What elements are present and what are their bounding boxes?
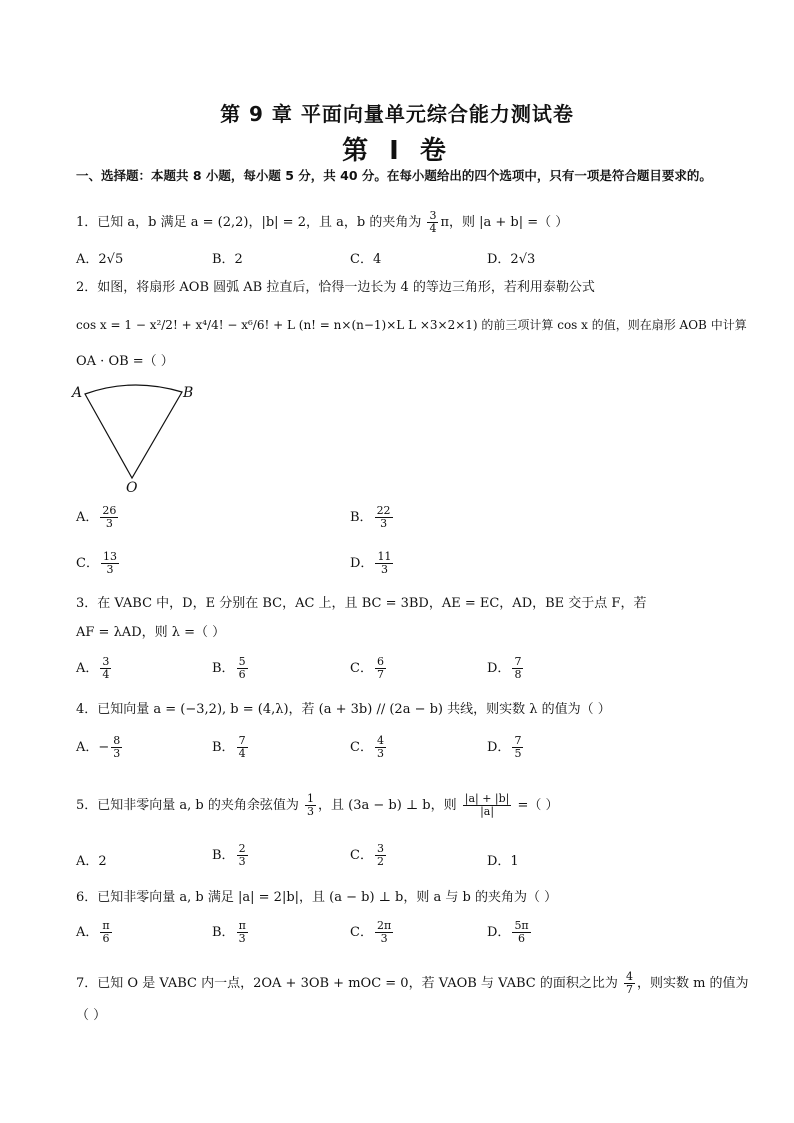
q3-option-c: C． $\frac{6}{7}$ [350, 655, 384, 681]
question-4: 4．已知向量 a = (−3,2), b = (4,λ)，若 (a + 3b) // (2a − b) 共线，则实数 λ 的值为（ ） [76, 702, 611, 717]
question-2-line-3: OA · OB =（ ） [76, 354, 174, 369]
q1-tail: π，则 |a + b| =（ ） [440, 215, 569, 230]
part-title: 第 I 卷 [342, 136, 452, 166]
q6-option-b: B． $\frac{\pi}{3}$ [212, 919, 246, 945]
question-3-line-2: AF = λAD，则 λ =（ ） [76, 625, 226, 640]
question-5: 5．已知非零向量 a, b 的夹角余弦值为 $\frac{1}{3}$ ，且 (3a − b) ⊥ b，则 $\frac{|a| + |b|}{|a|}$ =（ ） [76, 792, 559, 818]
q1-option-a: A．2√5 [76, 252, 124, 267]
q1-option-b: B．2 [212, 252, 243, 267]
q2-option-c: C． $\frac{13}{3}$ [76, 550, 117, 576]
q5-option-d: D．1 [487, 854, 519, 869]
q5-option-b: B． $\frac{2}{3}$ [212, 842, 246, 868]
question-1 [76, 210, 736, 235]
q4-option-b: B． $\frac{7}{4}$ [212, 734, 246, 760]
q3-option-a: A． $\frac{3}{4}$ [76, 655, 110, 681]
q6-option-a: A． $\frac{\pi}{6}$ [76, 919, 110, 945]
q5-option-a: A．2 [76, 854, 107, 869]
point-o-label: O [126, 480, 138, 496]
q1-option-c: C．4 [350, 252, 382, 267]
question-3-line-1: 3．在 VABC 中，D，E 分别在 BC，AC 上，且 BC = 3BD，AE = EC，AD，BE 交于点 F，若 [76, 596, 647, 611]
q4-option-d: D． $\frac{7}{5}$ [487, 734, 522, 760]
q1-fraction: $\frac{3}{4}$ [429, 209, 437, 235]
q3-option-d: D． $\frac{7}{8}$ [487, 655, 522, 681]
q2-option-d: D． $\frac{11}{3}$ [350, 550, 392, 576]
q2-option-a: A． $\frac{26}{3}$ [76, 504, 117, 530]
question-6: 6．已知非零向量 a, b 满足 |a| = 2|b|，且 (a − b) ⊥ b，则 a 与 b 的夹角为（ ） [76, 890, 558, 905]
question-7: 7．已知 O 是 VABC 内一点，2OA + 3OB + mOC = 0，若 VAOB 与 VABC 的面积之比为 $\frac{4}{7}$ ，则实数 m 的值为 [76, 970, 749, 996]
q4-option-a: A．− $\frac{8}{3}$ [76, 734, 121, 760]
sector-shape [85, 385, 182, 478]
q6-option-d: D． $\frac{5\pi}{6}$ [487, 919, 529, 945]
q2-option-b: B． $\frac{22}{3}$ [350, 504, 391, 530]
q4-option-c: C． $\frac{4}{3}$ [350, 734, 384, 760]
exam-title: 第 9 章 平面向量单元综合能力测试卷 [220, 102, 574, 126]
q5-option-c: C． $\frac{3}{2}$ [350, 842, 384, 868]
q6-option-c: C． $\frac{2\pi}{3}$ [350, 919, 392, 945]
question-2-line-1: 2．如图，将扇形 AOB 圆弧 AB 拉直后，恰得一边长为 4 的等边三角形，若利用泰勒公式 [76, 280, 595, 295]
point-b-label: B [183, 385, 194, 401]
q3-option-b: B． $\frac{5}{6}$ [212, 655, 246, 681]
q1-text: 1．已知 a，b 满足 a = (2,2)，|b| = 2，且 a，b 的夹角为 [76, 215, 426, 230]
question-2-line-2: cos x = 1 − x²/2! + x⁴/4! − x⁶/6! + L (n! = n×(n−1)×L L ×3×2×1) 的前三项计算 cos x 的值，则在扇形 AOB 中计算 [76, 318, 747, 332]
section-heading: 一、选择题：本题共 8 小题，每小题 5 分，共 40 分。在每小题给出的四个选项中，只有一项是符合题目要求的。 [76, 168, 712, 183]
q1-option-d: D．2√3 [487, 252, 536, 267]
point-a-label: A [72, 385, 83, 401]
question-7-line-2: （ ） [76, 1008, 107, 1023]
